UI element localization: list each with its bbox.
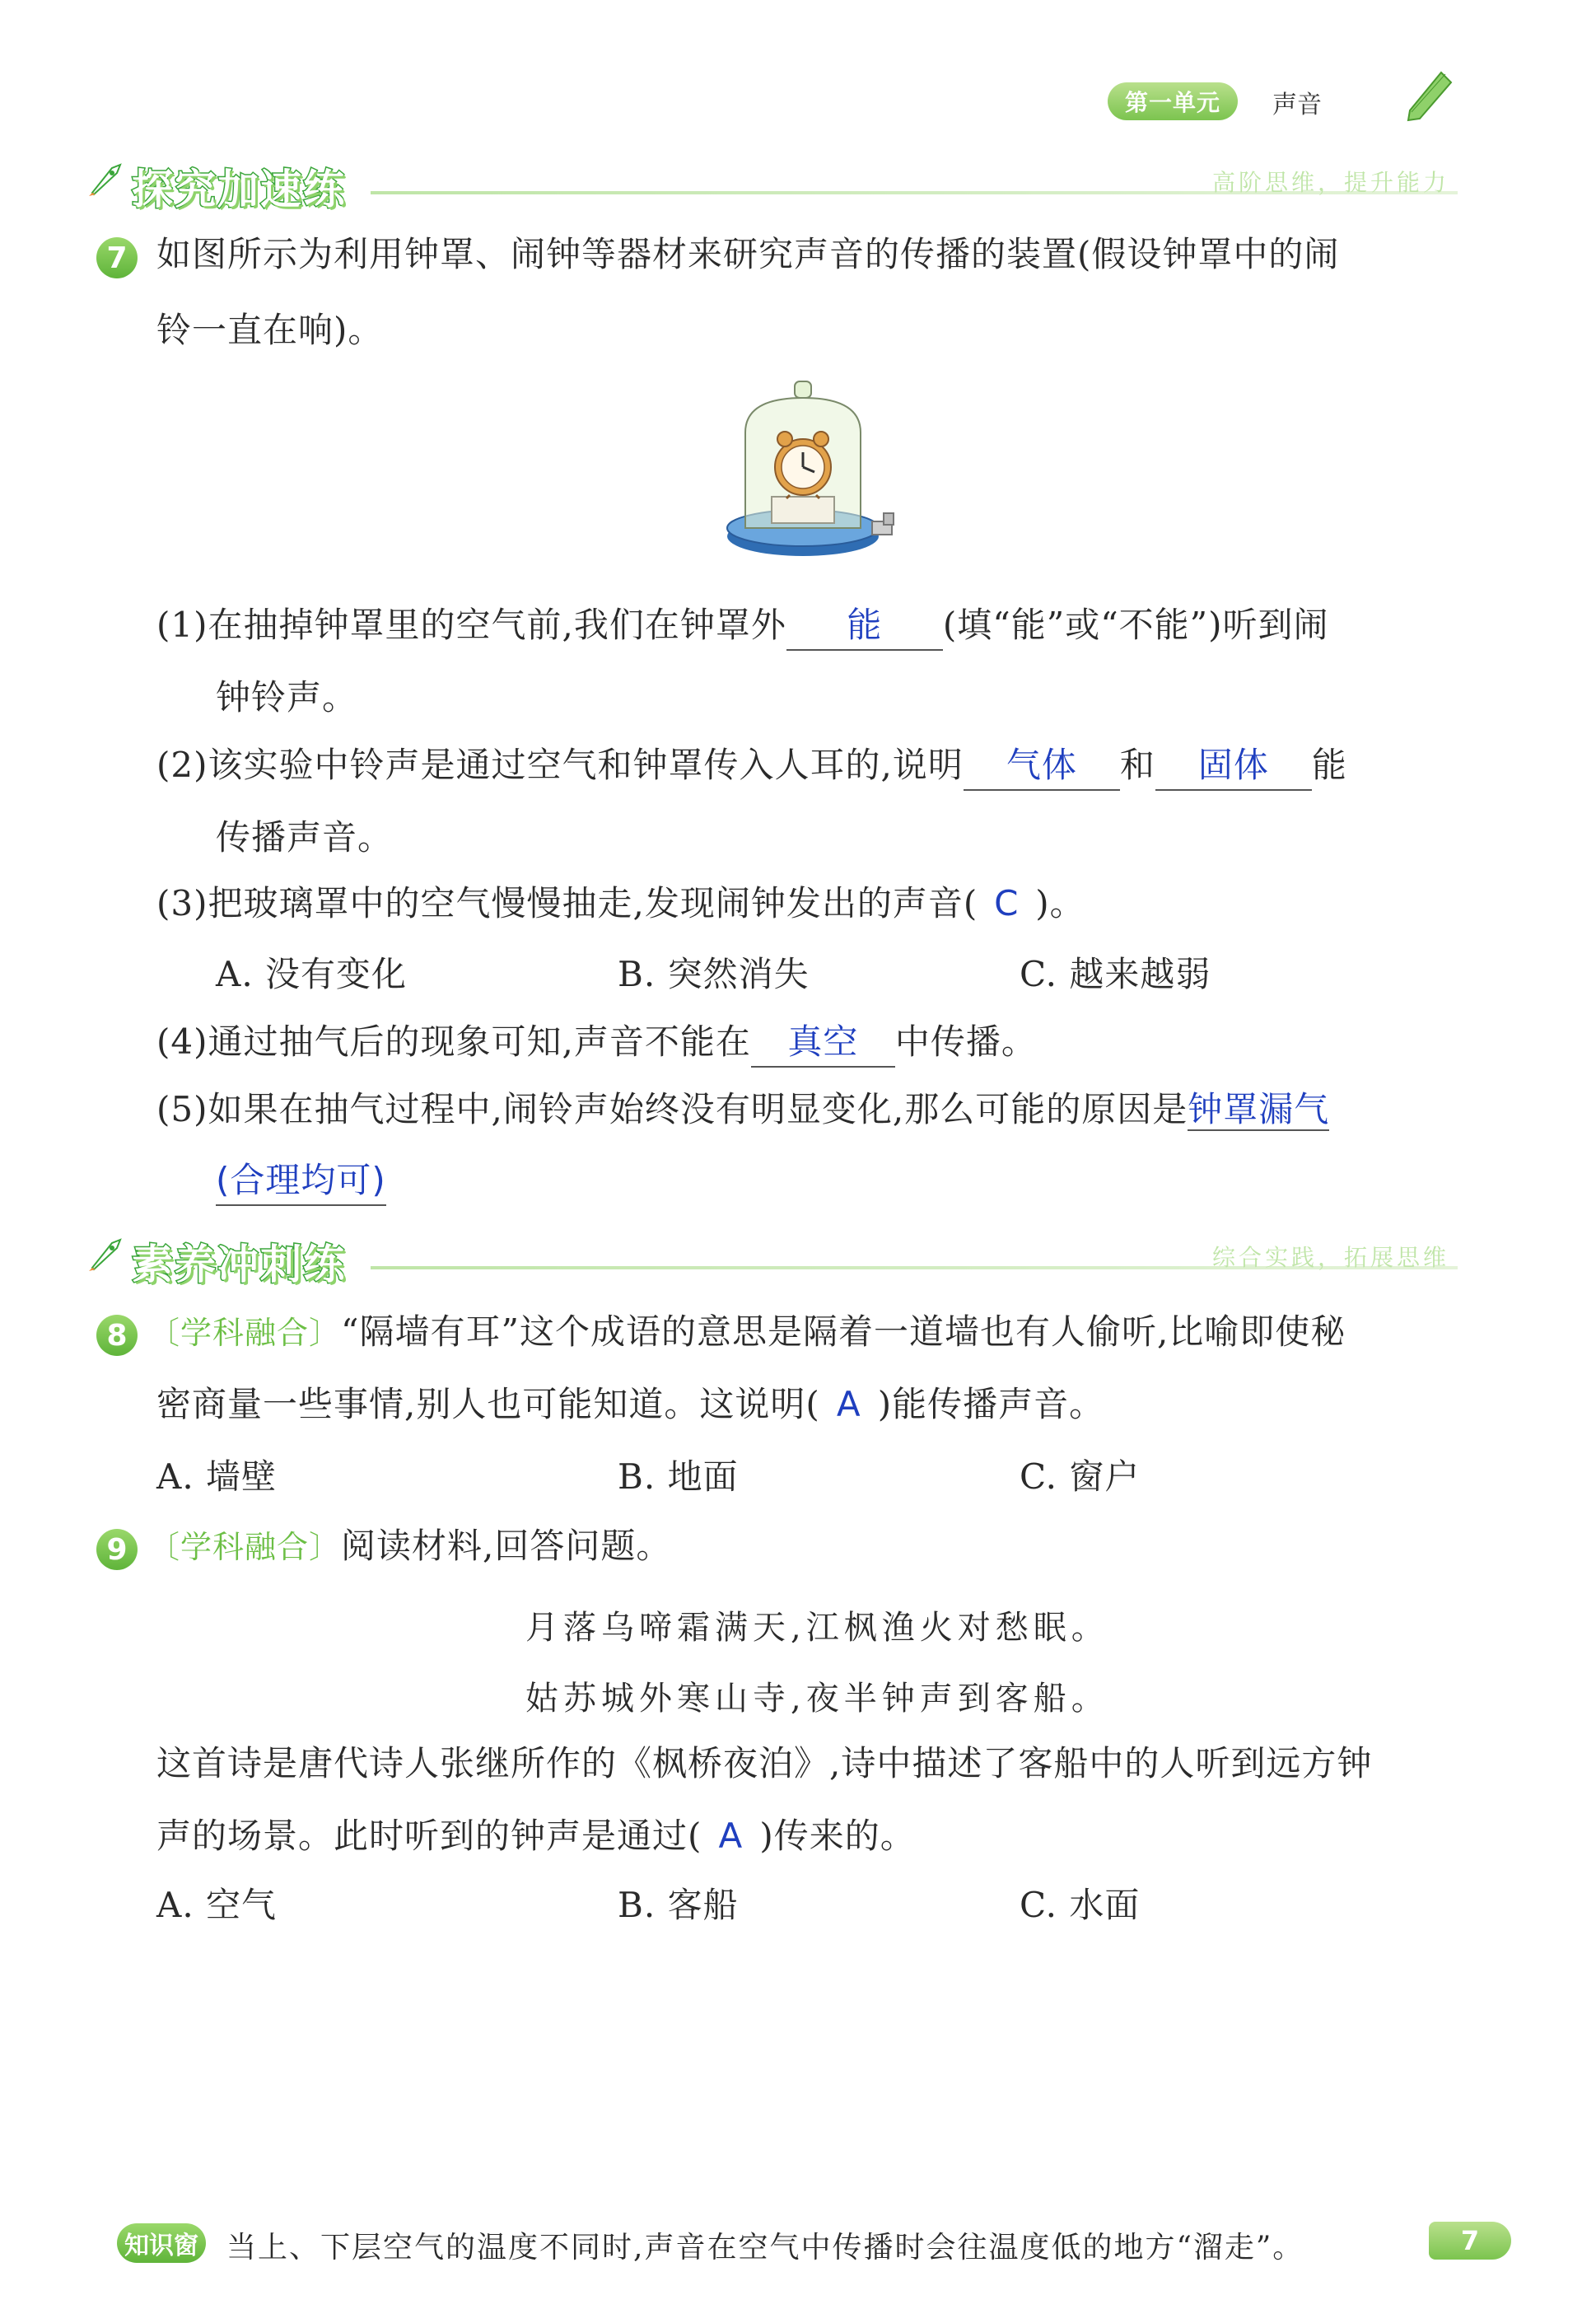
answer-blank: 固体	[1155, 741, 1312, 791]
option-c: C. 越来越弱	[1020, 954, 1211, 994]
rocket-icon	[87, 160, 125, 198]
question-number: 7	[96, 237, 138, 278]
sub-question-5: (5)如果在抽气过程中,闹铃声始终没有明显变化,那么可能的原因是钟罩漏气	[156, 1089, 1330, 1129]
sub-question-3: (3)把玻璃罩中的空气慢慢抽走,发现闹钟发出的声音( C )。	[156, 880, 1085, 928]
answer-blank: 能	[786, 601, 943, 651]
answer: A	[836, 1384, 861, 1424]
option-a: A. 没有变化	[216, 954, 408, 994]
poem-line-1: 月落乌啼霜满天,江枫渔火对愁眠。	[525, 1609, 1109, 1647]
section-subtitle: 高阶思维，提升能力	[1211, 169, 1449, 196]
option-b: B. 突然消失	[618, 954, 810, 994]
question-stem: 〔学科融合〕阅读材料,回答问题。	[148, 1526, 672, 1566]
answer: A	[718, 1816, 744, 1856]
option-a: A. 墙壁	[156, 1456, 278, 1497]
rocket-icon	[87, 1235, 125, 1273]
section-banner-explore	[99, 157, 1458, 213]
knowledge-window-text: 当上、下层空气的温度不同时,声音在空气中传播时会往温度低的地方“溜走”。	[226, 2231, 1304, 2265]
question-text: 这首诗是唐代诗人张继所作的《枫桥夜泊》,诗中描述了客船中的人听到远方钟	[156, 1743, 1373, 1783]
answer: C	[994, 883, 1020, 923]
knowledge-window-label: 知识窗	[117, 2223, 206, 2263]
answer: 钟罩漏气	[1188, 1089, 1330, 1129]
sub-question-1: (1)在抽掉钟罩里的空气前,我们在钟罩外 能 (填“能”或“不能”)听到闹	[156, 601, 1329, 651]
answer-blank: 真空	[751, 1018, 895, 1068]
question-number: 9	[96, 1529, 138, 1570]
option-a: A. 空气	[156, 1885, 278, 1925]
subject-tag: 〔学科融合〕	[148, 1529, 342, 1565]
section-subtitle: 综合实践，拓展思维	[1211, 1244, 1449, 1271]
unit-label: 第一单元	[1108, 82, 1238, 120]
option-c: C. 窗户	[1020, 1456, 1141, 1497]
sub-question-2: (2)该实验中铃声是通过空气和钟罩传入人耳的,说明 气体 和 固体 能	[156, 741, 1347, 791]
option-b: B. 客船	[618, 1885, 739, 1925]
question-stem: 密商量一些事情,别人也可能知道。这说明( A )能传播声音。	[156, 1381, 1104, 1428]
question-stem: 〔学科融合〕“隔墙有耳”这个成语的意思是隔着一道墙也有人偷听,比喻即使秘	[148, 1311, 1346, 1352]
section-title: 探究加速练	[132, 166, 346, 213]
question-text: 声的场景。此时听到的钟声是通过( A )传来的。	[156, 1812, 916, 1860]
question-number: 8	[96, 1315, 138, 1356]
poem-line-2: 姑苏城外寒山寺,夜半钟声到客船。	[525, 1680, 1109, 1718]
section-banner-literacy	[99, 1232, 1458, 1288]
unit-title: 声音	[1272, 91, 1322, 119]
pencil-icon	[1400, 64, 1458, 122]
sub-question-1-cont: 钟铃声。	[216, 677, 358, 717]
option-b: B. 地面	[618, 1456, 739, 1497]
bell-jar-alarm-clock-illustration	[721, 375, 902, 568]
page-number: 7	[1429, 2222, 1511, 2260]
answer-cont: (合理均可)	[216, 1157, 386, 1206]
subject-tag: 〔学科融合〕	[148, 1315, 342, 1351]
sub-question-4: (4)通过抽气后的现象可知,声音不能在 真空 中传播。	[156, 1018, 1037, 1068]
question-stem: 如图所示为利用钟罩、闹钟等器材来研究声音的传播的装置(假设钟罩中的闹	[156, 234, 1340, 274]
answer-blank: 气体	[964, 741, 1120, 791]
section-title: 素养冲刺练	[132, 1241, 346, 1288]
sub-question-2-cont: 传播声音。	[216, 817, 394, 858]
question-stem: 铃一直在响)。	[156, 310, 384, 350]
option-c: C. 水面	[1020, 1885, 1141, 1925]
